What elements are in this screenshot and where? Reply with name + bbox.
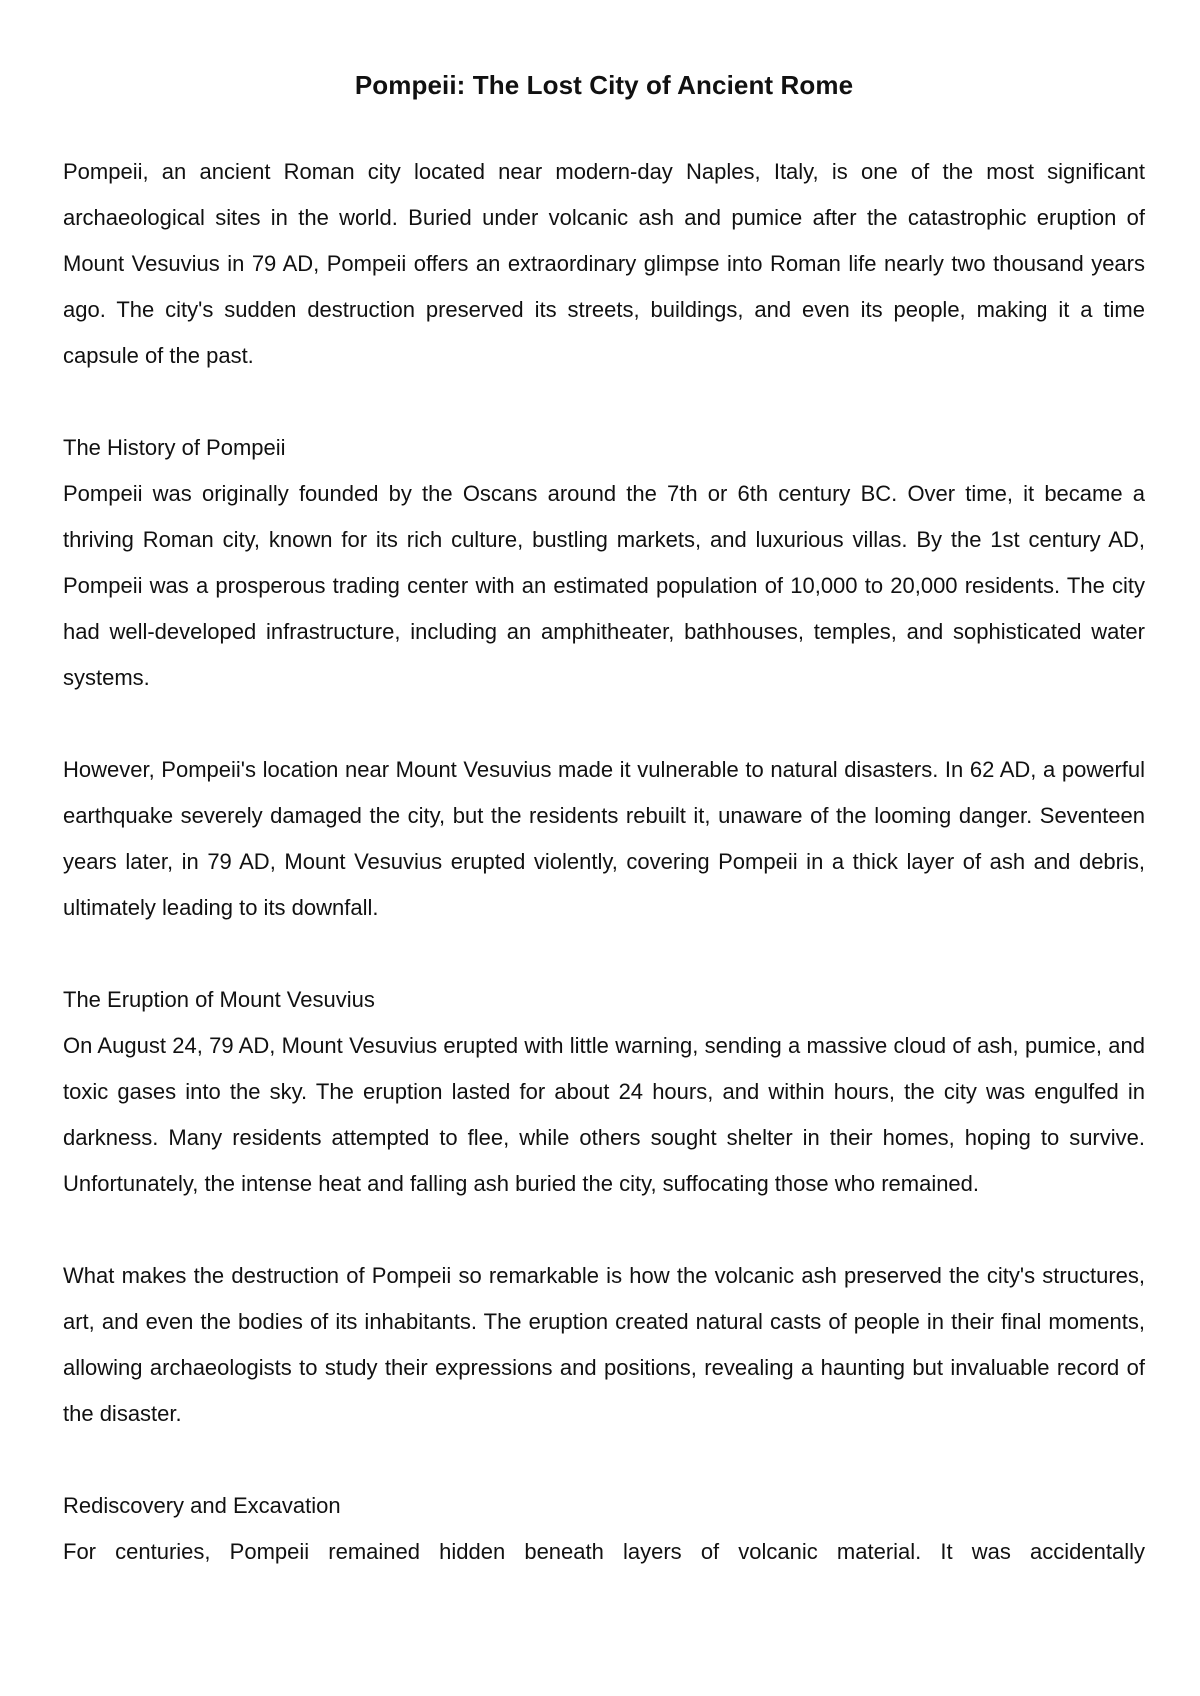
document-body <box>63 67 1145 1575</box>
spacer <box>63 931 1145 977</box>
eruption-paragraph-2: What makes the destruction of Pompeii so remarkable is how the volcanic ash preserved the city's structures, art, and even the bodies of its inhabitants. The eruption created natural casts of people in their final moments, allowing archaeologists to study their expressions and positions, revealing a haunting but invaluable record of the disaster. <box>63 1263 1145 1426</box>
eruption-paragraph-1: On August 24, 79 AD, Mount Vesuvius erupted with little warning, sending a massive cloud of ash, pumice, and toxic gases into the sky. The eruption lasted for about 24 hours, and within hours, the city was engulfed in darkness. Many residents attempted to flee, while others sought shelter in their homes, hoping to survive. Unfortunately, the intense heat and falling ash buried the city, suffocating those who remained. <box>63 1033 1145 1196</box>
rediscovery-paragraph-1: For centuries, Pompeii remained hidden beneath layers of volcanic material. It was accidentally <box>63 1539 1145 1564</box>
history-paragraph-1: Pompeii was originally founded by the Oscans around the 7th or 6th century BC. Over time, it became a thriving Roman city, known for its rich culture, bustling markets, and luxurious villas. By the 1st century AD, Pompeii was a prosperous trading center with an estimated population of 10,000 to 20,000 residents. The city had well-developed infrastructure, including an amphitheater, bathhouses, temples, and sophisticated water systems. <box>63 481 1145 690</box>
intro-paragraph: Pompeii, an ancient Roman city located near modern-day Naples, Italy, is one of the most significant archaeological sites in the world. Buried under volcanic ash and pumice after the catastrophic eruption of Mount Vesuvius in 79 AD, Pompeii offers an extraordinary glimpse into Roman life nearly two thousand years ago. The city's sudden destruction preserved its streets, buildings, and even its people, making it a time capsule of the past. <box>63 159 1145 368</box>
section-heading-history: The History of Pompeii <box>63 435 286 460</box>
spacer <box>63 103 1145 149</box>
spacer <box>63 379 1145 425</box>
document-title: Pompeii: The Lost City of Ancient Rome <box>354 70 854 100</box>
spacer <box>63 1437 1145 1483</box>
spacer <box>63 701 1145 747</box>
spacer <box>63 1207 1145 1253</box>
history-paragraph-2: However, Pompeii's location near Mount Vesuvius made it vulnerable to natural disasters. In 62 AD, a powerful earthquake severely damaged the city, but the residents rebuilt it, unaware of the looming danger. Seventeen years later, in 79 AD, Mount Vesuvius erupted violently, covering Pompeii in a thick layer of ash and debris, ultimately leading to its downfall. <box>63 757 1145 920</box>
section-heading-eruption: The Eruption of Mount Vesuvius <box>63 987 375 1012</box>
section-heading-rediscovery: Rediscovery and Excavation <box>63 1493 341 1518</box>
